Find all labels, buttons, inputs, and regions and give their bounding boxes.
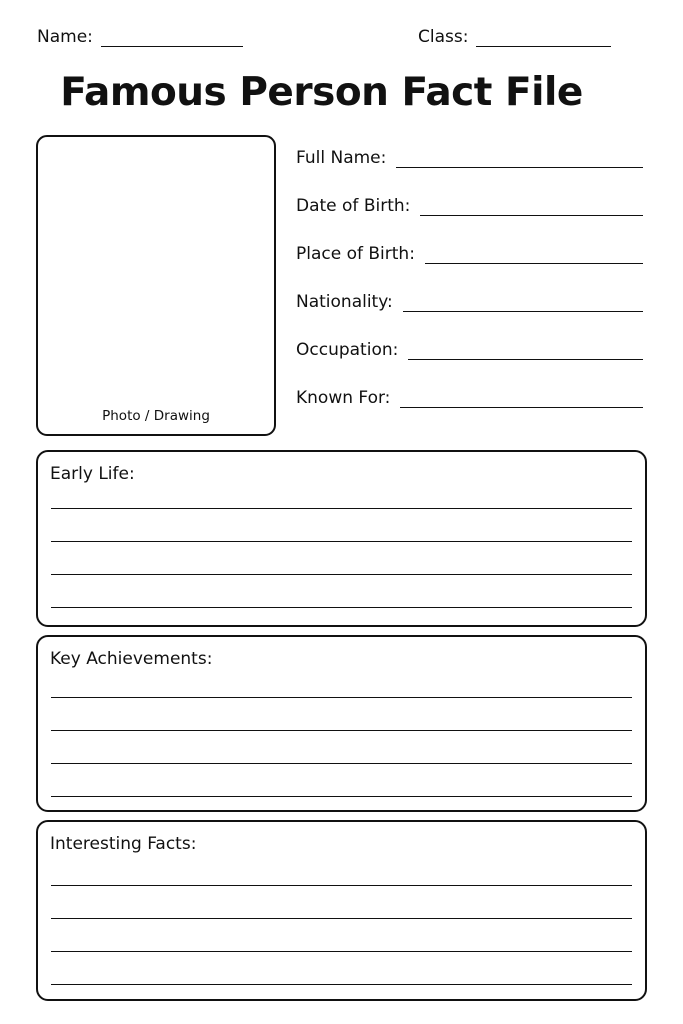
place-of-birth-label: Place of Birth:	[296, 244, 415, 264]
occupation-blank[interactable]	[408, 341, 643, 360]
known-for-field[interactable]	[296, 388, 643, 408]
date-of-birth-field[interactable]	[296, 196, 643, 216]
writing-line[interactable]	[51, 607, 632, 608]
nationality-field[interactable]	[296, 292, 643, 312]
interesting-facts-title: Interesting Facts:	[50, 834, 197, 854]
writing-line[interactable]	[51, 918, 632, 919]
nationality-label: Nationality:	[296, 292, 393, 312]
student-name-blank[interactable]	[101, 28, 243, 47]
early-life-title: Early Life:	[50, 464, 135, 484]
occupation-field[interactable]	[296, 340, 643, 360]
photo-drawing-label: Photo / Drawing	[102, 408, 210, 424]
page-title: Famous Person Fact File	[60, 70, 583, 115]
writing-line[interactable]	[51, 885, 632, 886]
writing-line[interactable]	[51, 730, 632, 731]
writing-line[interactable]	[51, 984, 632, 985]
full-name-field[interactable]	[296, 148, 643, 168]
date-of-birth-blank[interactable]	[420, 197, 643, 216]
key-achievements-section[interactable]	[36, 635, 647, 812]
class-field[interactable]	[418, 27, 611, 47]
photo-drawing-box[interactable]	[36, 135, 276, 436]
writing-line[interactable]	[51, 508, 632, 509]
place-of-birth-blank[interactable]	[425, 245, 643, 264]
early-life-section[interactable]	[36, 450, 647, 627]
place-of-birth-field[interactable]	[296, 244, 643, 264]
key-achievements-title: Key Achievements:	[50, 649, 213, 669]
occupation-label: Occupation:	[296, 340, 399, 360]
writing-line[interactable]	[51, 574, 632, 575]
nationality-blank[interactable]	[403, 293, 643, 312]
class-label: Class:	[418, 27, 469, 47]
date-of-birth-label: Date of Birth:	[296, 196, 411, 216]
writing-line[interactable]	[51, 951, 632, 952]
writing-line[interactable]	[51, 541, 632, 542]
interesting-facts-section[interactable]	[36, 820, 647, 1001]
writing-line[interactable]	[51, 697, 632, 698]
known-for-label: Known For:	[296, 388, 391, 408]
full-name-blank[interactable]	[396, 149, 643, 168]
writing-line[interactable]	[51, 763, 632, 764]
full-name-label: Full Name:	[296, 148, 387, 168]
writing-line[interactable]	[51, 796, 632, 797]
student-name-field[interactable]	[37, 27, 243, 47]
known-for-blank[interactable]	[400, 389, 643, 408]
student-name-label: Name:	[37, 27, 93, 47]
class-blank[interactable]	[476, 28, 611, 47]
